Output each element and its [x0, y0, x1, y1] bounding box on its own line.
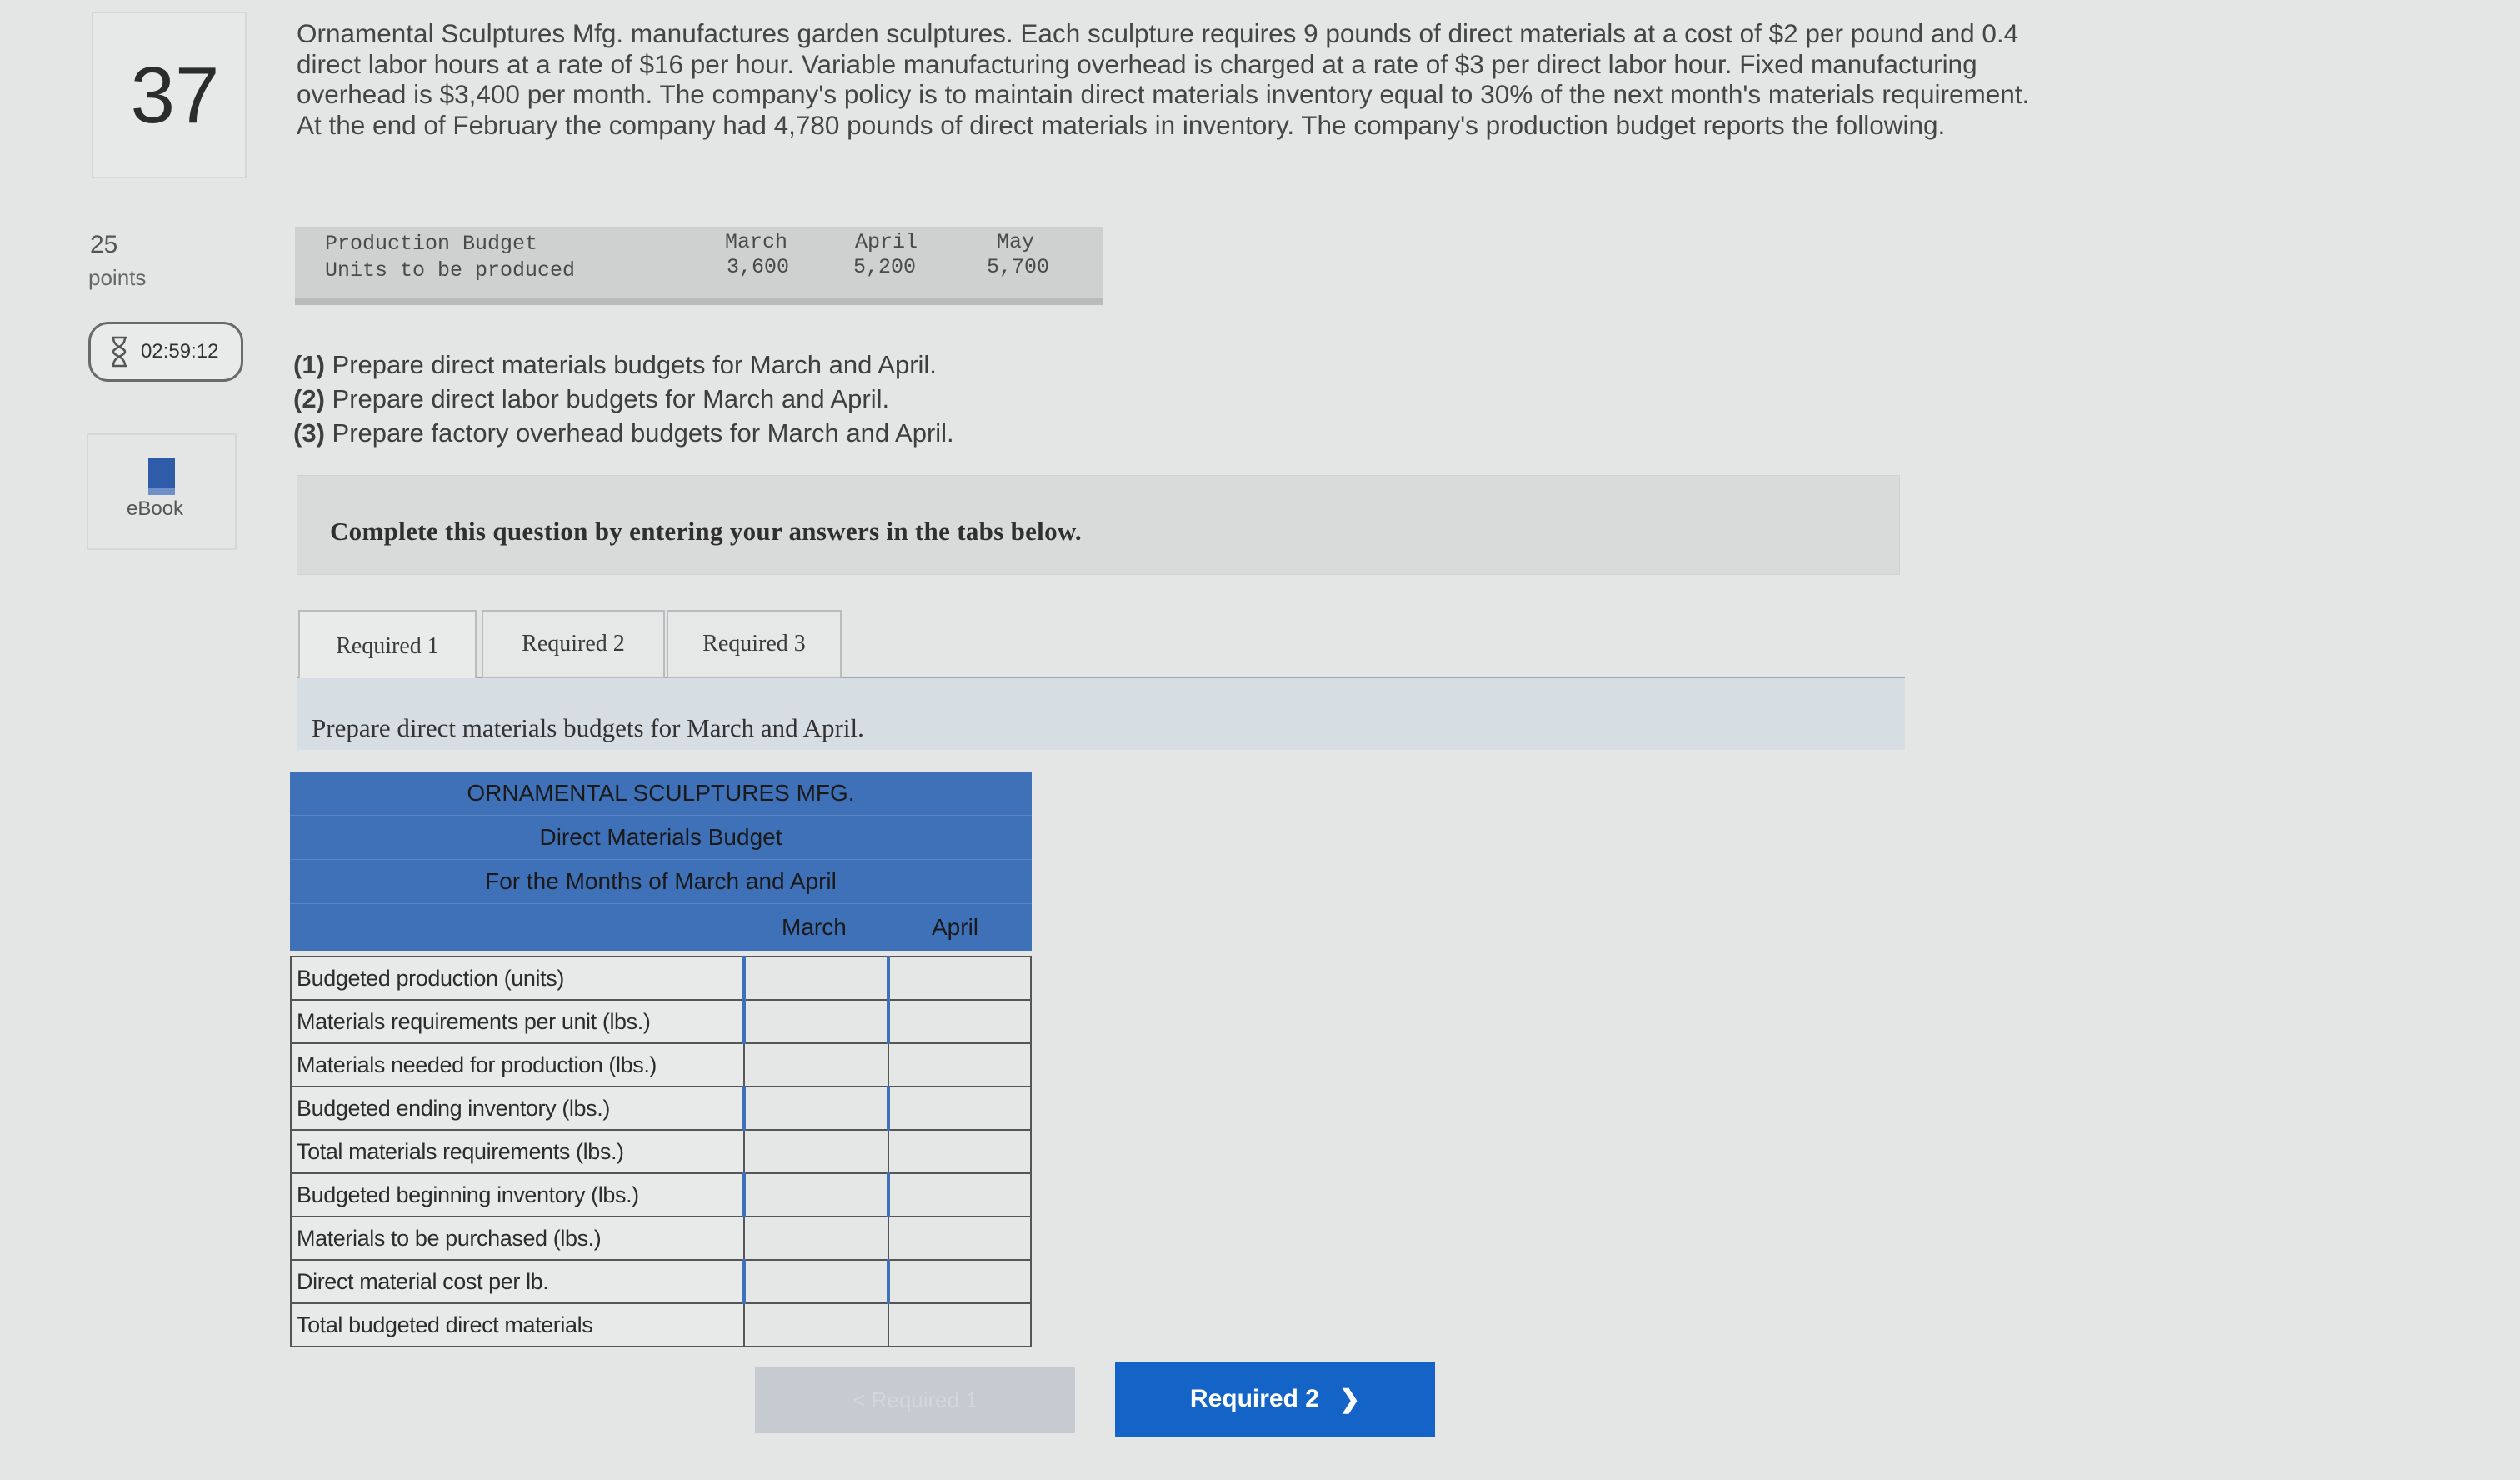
row-label: Budgeted production (units): [291, 957, 744, 1000]
chevron-right-icon: ❯: [1338, 1385, 1361, 1413]
april-value: [888, 1130, 1031, 1173]
tab-required-3[interactable]: Required 3: [667, 610, 842, 678]
instruction-banner-text: Complete this question by entering your answers in the tabs below.: [330, 517, 1082, 546]
requirement-3-num: (3): [293, 418, 325, 448]
points-value: 25: [90, 231, 118, 258]
table-row: [291, 1173, 1031, 1217]
production-budget-header: Production Budget: [325, 232, 538, 256]
table-period: For the Months of March and April: [290, 860, 1032, 904]
units-may: 5,700: [987, 255, 1050, 279]
tab-required-1[interactable]: Required 1: [298, 610, 477, 682]
next-button-label: Required 2: [1189, 1385, 1319, 1412]
direct-materials-rows: [290, 956, 1032, 1348]
march-input[interactable]: [744, 1260, 888, 1303]
april-input[interactable]: [888, 1173, 1031, 1217]
row-label: Total budgeted direct materials: [291, 1303, 744, 1347]
requirement-1: [293, 350, 937, 380]
april-input[interactable]: [888, 1260, 1031, 1303]
march-input[interactable]: [744, 957, 888, 1000]
tab-instruction-text: Prepare direct materials budgets for March and April.: [312, 713, 864, 742]
question-number: 37: [130, 51, 220, 140]
table-row: [291, 1303, 1031, 1347]
direct-materials-table: [290, 772, 1032, 1348]
row-label: Materials needed for production (lbs.): [291, 1043, 744, 1087]
row-label: Direct material cost per lb.: [291, 1260, 744, 1303]
hourglass-icon: [109, 336, 129, 368]
requirement-3: [293, 418, 954, 448]
table-company-name: ORNAMENTAL SCULPTURES MFG.: [290, 772, 1032, 816]
tab-required-2[interactable]: Required 2: [482, 610, 665, 678]
column-header-april: April: [932, 914, 979, 940]
table-row: [291, 1000, 1031, 1043]
timer[interactable]: [88, 322, 243, 382]
march-input[interactable]: [744, 1000, 888, 1043]
month-header-april: April: [855, 230, 918, 254]
table-row: [291, 1217, 1031, 1260]
row-label: Materials requirements per unit (lbs.): [291, 1000, 744, 1043]
next-required-button[interactable]: [1115, 1362, 1435, 1437]
march-value: [744, 1303, 888, 1347]
production-budget-table: [295, 227, 1103, 305]
requirement-2: [293, 384, 889, 414]
requirement-3-text: Prepare factory overhead budgets for March and April.: [332, 418, 954, 448]
march-value: [744, 1043, 888, 1087]
table-row: [291, 957, 1031, 1000]
row-label: Materials to be purchased (lbs.): [291, 1217, 744, 1260]
requirement-2-num: (2): [293, 384, 325, 413]
units-march: 3,600: [727, 255, 790, 279]
row-label: Budgeted beginning inventory (lbs.): [291, 1173, 744, 1217]
table-row: [291, 1087, 1031, 1130]
april-input[interactable]: [888, 1000, 1031, 1043]
timer-text: 02:59:12: [141, 340, 219, 362]
ebook-label: eBook: [127, 498, 184, 520]
month-header-may: May: [997, 230, 1035, 254]
table-row: [291, 1260, 1031, 1303]
table-row: [291, 1130, 1031, 1173]
requirement-1-text: Prepare direct materials budgets for March and April.: [332, 350, 937, 379]
march-input[interactable]: [744, 1087, 888, 1130]
requirement-2-text: Prepare direct labor budgets for March and April.: [332, 384, 890, 413]
problem-text: Ornamental Sculptures Mfg. manufactures garden sculptures. Each sculpture requires 9 pounds of direct materials at a cost of $2 per pound and 0.4 direct labor hours at a rate of $16 per hour. Variable manufacturing overhead is charged at a rate of $3 per direct labor hour. Fixed manufacturing overhead is $3,400 per month. The company's policy is to maintain direct materials inventory equal to 30% of the next month's materials requirement. At the end of February the company had 4,780 pounds of direct materials in inventory. The company's production budget reports the following.: [297, 18, 2030, 140]
points-label: points: [88, 265, 147, 290]
table-title: Direct Materials Budget: [290, 816, 1032, 860]
table-row: [291, 1043, 1031, 1087]
april-input[interactable]: [888, 957, 1031, 1000]
column-header-row: [290, 904, 1032, 951]
april-value: [888, 1217, 1031, 1260]
row-label: Budgeted ending inventory (lbs.): [291, 1087, 744, 1130]
april-value: [888, 1043, 1031, 1087]
requirement-1-num: (1): [293, 350, 325, 379]
march-value: [744, 1130, 888, 1173]
units-april: 5,200: [853, 255, 917, 279]
april-value: [888, 1303, 1031, 1347]
prev-required-button[interactable]: < Required 1: [755, 1367, 1075, 1433]
row-label: Total materials requirements (lbs.): [291, 1130, 744, 1173]
book-icon: [147, 457, 177, 497]
column-header-march: March: [782, 914, 847, 940]
march-input[interactable]: [744, 1173, 888, 1217]
production-budget-row-label: Units to be produced: [325, 258, 576, 282]
month-header-march: March: [725, 230, 788, 254]
march-value: [744, 1217, 888, 1260]
april-input[interactable]: [888, 1087, 1031, 1130]
